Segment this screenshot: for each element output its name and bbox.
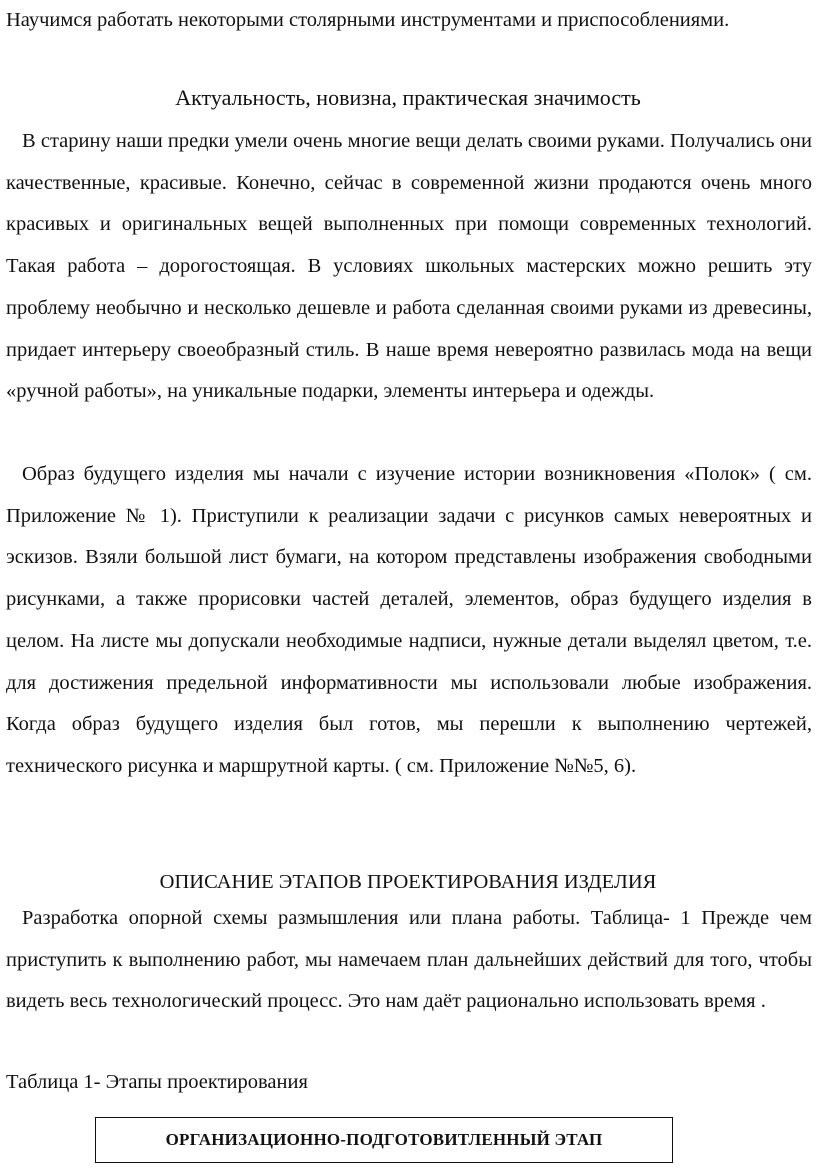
product-image-paragraph: Образ будущего изделия мы начали с изучение истории возникновения «Полок» ( см. Приложение № 1). Приступили к реализации задачи с рисунков самых невероятных и эскизов. Взяли большой лист бумаги, на котором представлены изображения свободными рисунками, а также прорисовки частей деталей, элементов, образ будущего изделия в целом. На листе мы допускали необходимые надписи, нужные детали выделял цветом, т.е. для достижения предельной информативности мы использовали любые изображения. Когда образ будущего изделия был готов, мы перешли к выполнению чертежей, технического рисунка и маршрутной карты. ( см. Приложение №№5, 6). [6,463,812,777]
table-caption: Таблица 1- Этапы проектирования [6,1071,308,1093]
section-heading-relevance: Актуальность, новизна, практическая значимость [175,85,641,110]
work-plan-paragraph: Разработка опорной схемы размышления или плана работы. Таблица- 1 Прежде чем приступить к выполнению работ, мы намечаем план дальнейших действий для того, чтобы видеть весь технологический процесс. Это нам даёт рационально использовать время . [6,907,812,1013]
intro-paragraph: Научимся работать некоторыми столярными инструментами и приспособлениями. [6,9,730,31]
table-stage-cell [95,1117,673,1163]
section-heading-design-stages: ОПИСАНИЕ ЭТАПОВ ПРОЕКТИРОВАНИЯ ИЗДЕЛИЯ [159,871,657,893]
table-stage-label: ОРГАНИЗАЦИОННО-ПОДГОТОВИТЛЕННЫЙ ЭТАП [165,1130,603,1149]
relevance-paragraph: В старину наши предки умели очень многие вещи делать своими руками. Получались они качественные, красивые. Конечно, сейчас в современной жизни продаются очень много красивых и оригинальных вещей выполненных при помощи современных технологий. Такая работа – дорогостоящая. В условиях школьных мастерских можно решить эту проблему необычно и несколько дешевле и работа сделанная своими руками из древесины, придает интерьеру своеобразный стиль. В наше время невероятно развилась мода на вещи «ручной работы», на уникальные подарки, элементы интерьера и одежды. [6,130,812,403]
